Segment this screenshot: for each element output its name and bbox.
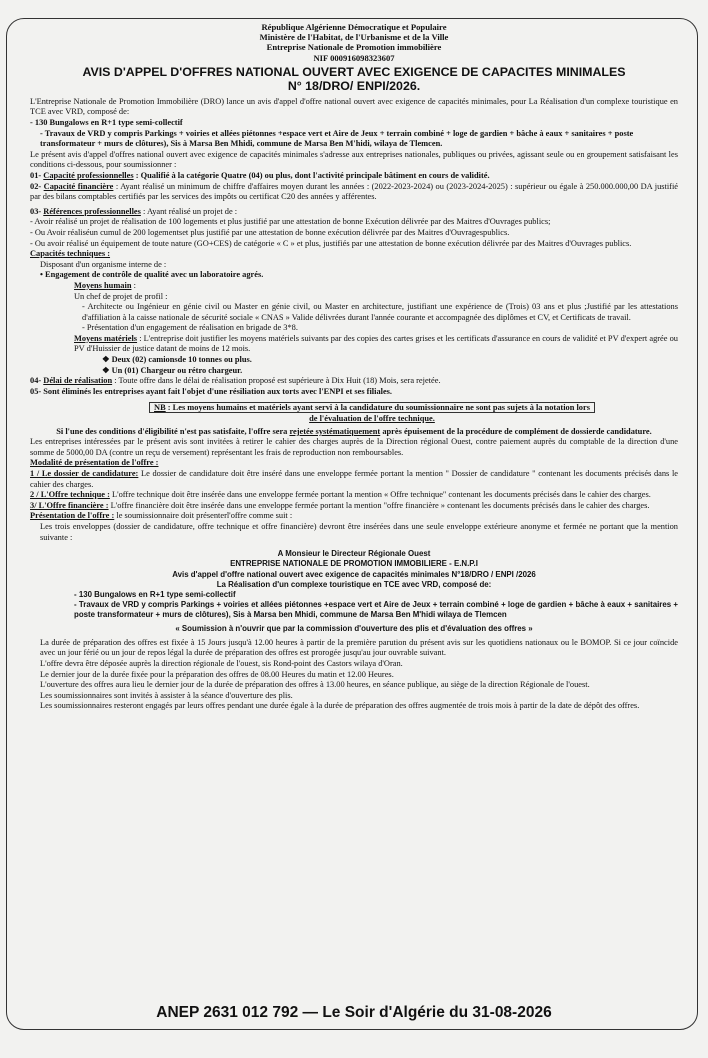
criterion-02 bbox=[30, 182, 678, 203]
offre-financiere-label: 3/ L'Offre financière : bbox=[30, 500, 109, 510]
nb-label: NB bbox=[154, 403, 166, 413]
closing-5: Les soumissionnaires sont invités à assister à la séance d'ouverture des plis. bbox=[40, 690, 293, 700]
envelope-line-3: Avis d'appel d'offre national ouvert avec exigence de capacités minimales N°18/DRO / ENPI /2026 bbox=[172, 569, 536, 579]
envelope-line-2: ENTREPRISE NATIONALE DE PROMOTION IMMOBILIERE - E.N.P.I bbox=[230, 559, 478, 569]
material-item-1: ❖ Deux (02) camionsde 10 tonnes ou plus. bbox=[102, 355, 252, 365]
rejection-text-c: après épuisement de la procédure de complément de dossierde candidature. bbox=[380, 426, 652, 436]
material-item-2: ❖ Un (01) Chargeur ou rétro chargeur. bbox=[102, 365, 243, 375]
reference-2: - Ou Avoir réaliséun cumul de 200 logementset plus justifié par une attestation de bonne exécution délivrée par des Maitres d'Ouvragespublics. bbox=[30, 227, 510, 237]
closing-4: L'ouverture des offres aura lieu le dernier jour de la durée de préparation des offres à 13.00 heures, en séance publique, au siège de la direction Régionale de l'ouest. bbox=[40, 680, 590, 690]
offre-technique-text: L'offre technique doit être insérée dans une enveloppe fermée portant la mention « Offre technique" contenant les documents précisés dans le cahier des charges. bbox=[109, 490, 651, 500]
nb-line-1 bbox=[66, 403, 678, 414]
intro-text-2: Le présent avis d'appel d'offres national ouvert avec exigence de capacités minimales s'adresse aux entreprises nationales, publiques ou privées, agissant seule ou en groupement satisfaisant les conditions ci-dessous, pour soumissionner : bbox=[30, 149, 678, 170]
dossier-candidature bbox=[30, 469, 678, 490]
dossier-candidature-text: Le dossier de candidature doit être inséré dans une enveloppe fermée portant la mention " Dossier de candidature " contenant les documents précisés dans le cahier des charges. bbox=[30, 469, 678, 489]
criterion-01-text: : Qualifié à la catégorie Quatre (04) ou plus, dont l'activité principale bâtiment en cours de validité. bbox=[133, 170, 490, 180]
material-means bbox=[30, 334, 678, 355]
presentation-offre-text: le soumissionnaire doit présenterl'offre comme suit : bbox=[114, 511, 293, 521]
technical-capacity-2: • Engagement de contrôle de qualité avec un laboratoire agrés. bbox=[40, 270, 264, 280]
intro-item-2: - Travaux de VRD y compris Parkings + voiries et allées piétonnes +espace vert et Aire de Jeux + terrain combiné + loge de gardien + bâche à eaux + sanitaires + poste transformateur + murs de clôtures), Sis à Marsa Ben Mhidi, commune de Marsa Ben M'hidi, wilaya de Tlemcen. bbox=[40, 128, 634, 149]
modalite-label: Modalité de présentation de l'offre : bbox=[30, 458, 159, 468]
offre-financiere bbox=[30, 501, 678, 512]
intro-item-1: - 130 Bungalows en R+1 type semi-collectif bbox=[30, 118, 183, 127]
criterion-02-label: Capacité financière bbox=[43, 181, 114, 191]
offre-technique bbox=[30, 490, 678, 501]
human-means-label: Moyens humain bbox=[74, 280, 132, 290]
header-nif: NIF 000916098323607 bbox=[313, 52, 395, 63]
offre-technique-label: 2 / L'Offre technique : bbox=[30, 490, 110, 500]
reference-1: - Avoir réalisé un projet de réalisation de 100 logements et plus justifié par une attestation de bonne Exécution délivrée par des Maitres d'Ouvrages publics; bbox=[30, 217, 551, 227]
header-line-1: République Algérienne Démocratique et Populaire bbox=[261, 22, 447, 32]
envelope-line-5: - 130 Bungalows en R+1 type semi-collectif bbox=[74, 589, 236, 599]
closing-3: Le dernier jour de la durée fixée pour la préparation des offres de 08.00 Heures du matin et 12.00 Heures. bbox=[40, 669, 394, 679]
closing-2: L'offre devra être déposée auprès la direction régionale de l'ouest, sis Rond-point des Castors wilaya d'Oran. bbox=[40, 658, 403, 668]
envelope-line-1: A Monsieur le Directeur Régionale Ouest bbox=[277, 549, 431, 559]
criterion-02-num: 02- bbox=[30, 181, 42, 191]
anep-footer: ANEP 2631 012 792 — Le Soir d'Algérie du 31-08-2026 bbox=[156, 1004, 552, 1021]
criterion-03 bbox=[30, 207, 678, 218]
human-means-1: Un chef de projet de profil : bbox=[74, 291, 168, 301]
criterion-02-text: : Ayant réalisé un minimum de chiffre d'affaires moyen durant les années : (2022-2023-2024) ou (2023-2024-2025) : supérieur ou égale à 250.000.000,00 DA justifié par des bilans comptables certifiés par les services des impôts ou certificat C20 des années y afférentes. bbox=[30, 181, 678, 202]
header bbox=[30, 22, 678, 63]
envelope-block bbox=[30, 549, 678, 634]
envelope-line-7: « Soumission à n'ouvrir que par la commission d'ouverture des plis et d'évaluation des offres » bbox=[175, 623, 533, 633]
criterion-01 bbox=[30, 171, 678, 182]
nb-text-2: de l'évaluation de l'offre technique. bbox=[309, 414, 435, 424]
reference-3: - Ou avoir réalisé un équipement de toute nature (GO+CES) de catégorie « C » et plus, justifiés par une attestation de bonne exécution délivrée par des Maitres d'Ouvrages publics. bbox=[30, 238, 632, 248]
rejection-text-a: Si l'une des conditions d'éligibilité n'est pas satisfaite, l'offre sera bbox=[56, 426, 290, 436]
criterion-01-num: 01- bbox=[30, 170, 42, 180]
technical-capacity-label: Capacités techniques : bbox=[30, 249, 111, 259]
presentation-offre-2: Les trois enveloppes (dossier de candidature, offre technique et offre financière) devront être insérées dans une seule enveloppe extérieure anonyme et fermée ne portant que la mention suivante : bbox=[40, 521, 678, 542]
envelope-line-4: La Réalisation d'un complexe touristique en TCE avec VRD, composé de: bbox=[216, 579, 492, 589]
offre-financiere-text: L'offre financière doit être insérée dans une enveloppe fermée portant la mention "offre financière » contenant les documents précisés dans le cahier des charges. bbox=[108, 500, 650, 510]
header-line-3: Entreprise Nationale de Promotion immobilière bbox=[266, 42, 442, 53]
dossier-candidature-label: 1 / Le dossier de candidature: bbox=[30, 469, 139, 478]
human-means-heading bbox=[30, 281, 678, 292]
nb-text-1: : Les moyens humains et matériels ayant servi à la candidature du soumissionnaire ne sont pas sujets à la notation lors bbox=[165, 403, 590, 413]
title-line-2: N° 18/DRO/ ENPI/2026. bbox=[287, 78, 421, 93]
document-body bbox=[30, 22, 678, 712]
human-means-3: - Présentation d'un engagement de réalisation en brigade de 3*8. bbox=[82, 323, 298, 333]
criterion-04 bbox=[30, 376, 678, 387]
intro-text: L'Entreprise Nationale de Promotion Immobilière (DRO) lance un avis d'appel d'offre national ouvert avec exigence de capacités minimales, pour La Réalisation d'un complexe touristique en TCE avec VRD, composé de: bbox=[30, 96, 678, 117]
criterion-03-num: 03- bbox=[30, 206, 42, 216]
material-means-text: : L'entreprise doit justifier les moyens matériels suivants par des copies des cartes grises et les certificats d'assurance en cours de validité et PV d'expert agrée ou PV d'Huissier de justice datant de moins de 12 mois. bbox=[74, 333, 678, 354]
rejection-text-b: rejetée systématiquement bbox=[289, 426, 381, 436]
envelope-line-6: - Travaux de VRD y compris Parkings + voiries et allées piétonnes +espace vert et Aire de Jeux + terrain combiné + loge de gardien + bâche à eaux + sanitaires + poste transformateur + murs de clôtures), Sis à Marsa ben Mhidi, commune de Marsa Ben M'hidi wilaya de Tlemcen bbox=[74, 600, 678, 620]
criterion-01-label: Capacité professionnelles bbox=[43, 170, 134, 180]
presentation-offre-label: Présentation de l'offre : bbox=[30, 511, 115, 521]
withdrawal-text: Les entreprises intéressées par le présent avis sont invitées à retirer le cahier des charges auprès de la Direction régional Ouest, contre paiement auprès du comptable de la direction d'une somme de 5000,00 DA (contre un reçu de versement) représentant les frais de reproduction non remboursables. bbox=[30, 437, 678, 457]
criterion-04-num: 04- bbox=[30, 376, 42, 386]
rejection-condition bbox=[30, 427, 678, 438]
title-line-1: AVIS D'APPEL D'OFFRES NATIONAL OUVERT AVEC EXIGENCE DE CAPACITES MINIMALES bbox=[82, 64, 626, 79]
presentation-offre bbox=[30, 511, 678, 522]
criterion-05: 05- Sont éliminés les entreprises ayant fait l'objet d'une résiliation aux torts avec l'ENPI et ses filiales. bbox=[30, 386, 393, 396]
criterion-03-text: : Ayant réalisé un projet de : bbox=[140, 206, 238, 216]
human-means-colon: : bbox=[131, 280, 136, 290]
technical-capacity-1: Disposant d'un organisme interne de : bbox=[40, 259, 167, 269]
closing-1: La durée de préparation des offres est fixée à 15 Jours jusqu'à 12.00 heures à partir de la première parution du présent avis sur les quotidiens nationaux ou le BOMOP. Si ce jour coïncide avec un jour férié ou un jour de repos légal la durée de préparation des offres est prorogée jusqu'au jour ouvrable suivant. bbox=[40, 637, 678, 658]
nb-note bbox=[66, 403, 678, 424]
criterion-04-label: Délai de réalisation bbox=[43, 376, 113, 386]
document-title bbox=[30, 65, 678, 93]
material-means-label: Moyens matériels bbox=[74, 333, 138, 343]
human-means-2: - Architecte ou Ingénieur en génie civil ou Master en génie civil, ou Master en architecture, justifiant une expérience de (Trois) 03 ans et plus ;Justifié par les attestations d'affiliation à la caisse nationale de sécurité sociale « CNAS » Valide délivrées durant l'année courante et accompagnée des diplômes et CV, et Certificats de travail. bbox=[82, 302, 678, 322]
criterion-04-text: : Toute offre dans le délai de réalisation proposé est supérieure à Dix Huit (18) Mois, sera rejetée. bbox=[112, 376, 441, 386]
criterion-03-label: Références professionnelles bbox=[43, 206, 141, 216]
closing-6: Les soumissionnaires resteront engagés par leurs offres pendant une durée égale à la durée de préparation des offres augmentée de trois mois à partir de la date de dépôt des offres. bbox=[40, 701, 640, 711]
header-line-2: Ministère de l'Habitat, de l'Urbanisme et de la Ville bbox=[259, 32, 449, 43]
